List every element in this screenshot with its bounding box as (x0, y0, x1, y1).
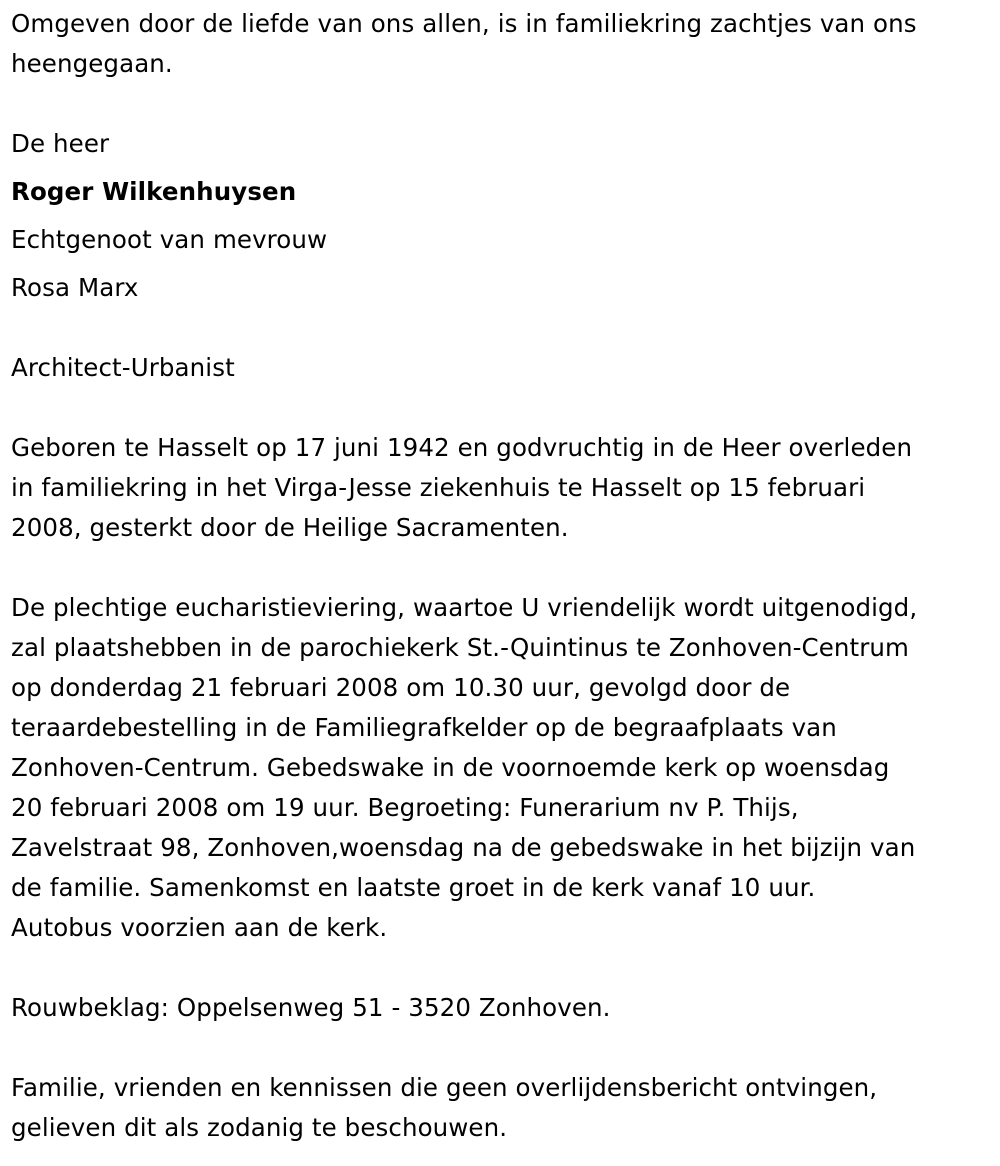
spouse-name: Rosa Marx (11, 273, 139, 302)
deceased-name: Roger Wilkenhuysen (11, 177, 297, 206)
birth-death-paragraph: Geboren te Hasselt op 17 juni 1942 en godvruchtig in de Heer overleden in familiekring in het Virga-Jesse ziekenhuis te Hasselt op 15 februari 2008, gesterkt door de Heilige Sacramenten. (11, 433, 913, 542)
spacer (11, 548, 996, 588)
spacer (11, 1028, 996, 1068)
salutation: De heer (11, 129, 110, 158)
obituary-notice (11, 4, 996, 1148)
spacer (11, 312, 996, 348)
closing-paragraph: Familie, vrienden en kennissen die geen overlijdensbericht ontvingen, gelieven dit als zodanig te beschouwen. (11, 1073, 878, 1142)
spacer (11, 388, 996, 428)
profession: Architect-Urbanist (11, 353, 235, 382)
spacer (11, 948, 996, 988)
ceremony-paragraph: De plechtige eucharistieviering, waartoe U vriendelijk wordt uitgenodigd, zal plaatshebben in de parochiekerk St.-Quintinus te Zonhoven-Centrum op donderdag 21 februari 2008 om 10.30 uur, gevolgd door de teraardebestelling in de Familiegrafkelder op de begraafplaats van Zonhoven-Centrum. Gebedswake in de voornoemde kerk op woensdag 20 februari 2008 om 19 uur. Begroeting: Funerarium nv P. Thijs, Zavelstraat 98, Zonhoven,woensdag na de gebedswake in het bijzijn van de familie. Samenkomst en laatste groet in de kerk vanaf 10 uur. Autobus voorzien aan de kerk. (11, 593, 918, 942)
opening-paragraph: Omgeven door de liefde van ons allen, is in familiekring zachtjes van ons heengegaan. (11, 9, 917, 78)
spouse-line: Echtgenoot van mevrouw (11, 225, 328, 254)
condolence-address: Rouwbeklag: Oppelsenweg 51 - 3520 Zonhoven. (11, 993, 611, 1022)
spacer (11, 84, 996, 124)
